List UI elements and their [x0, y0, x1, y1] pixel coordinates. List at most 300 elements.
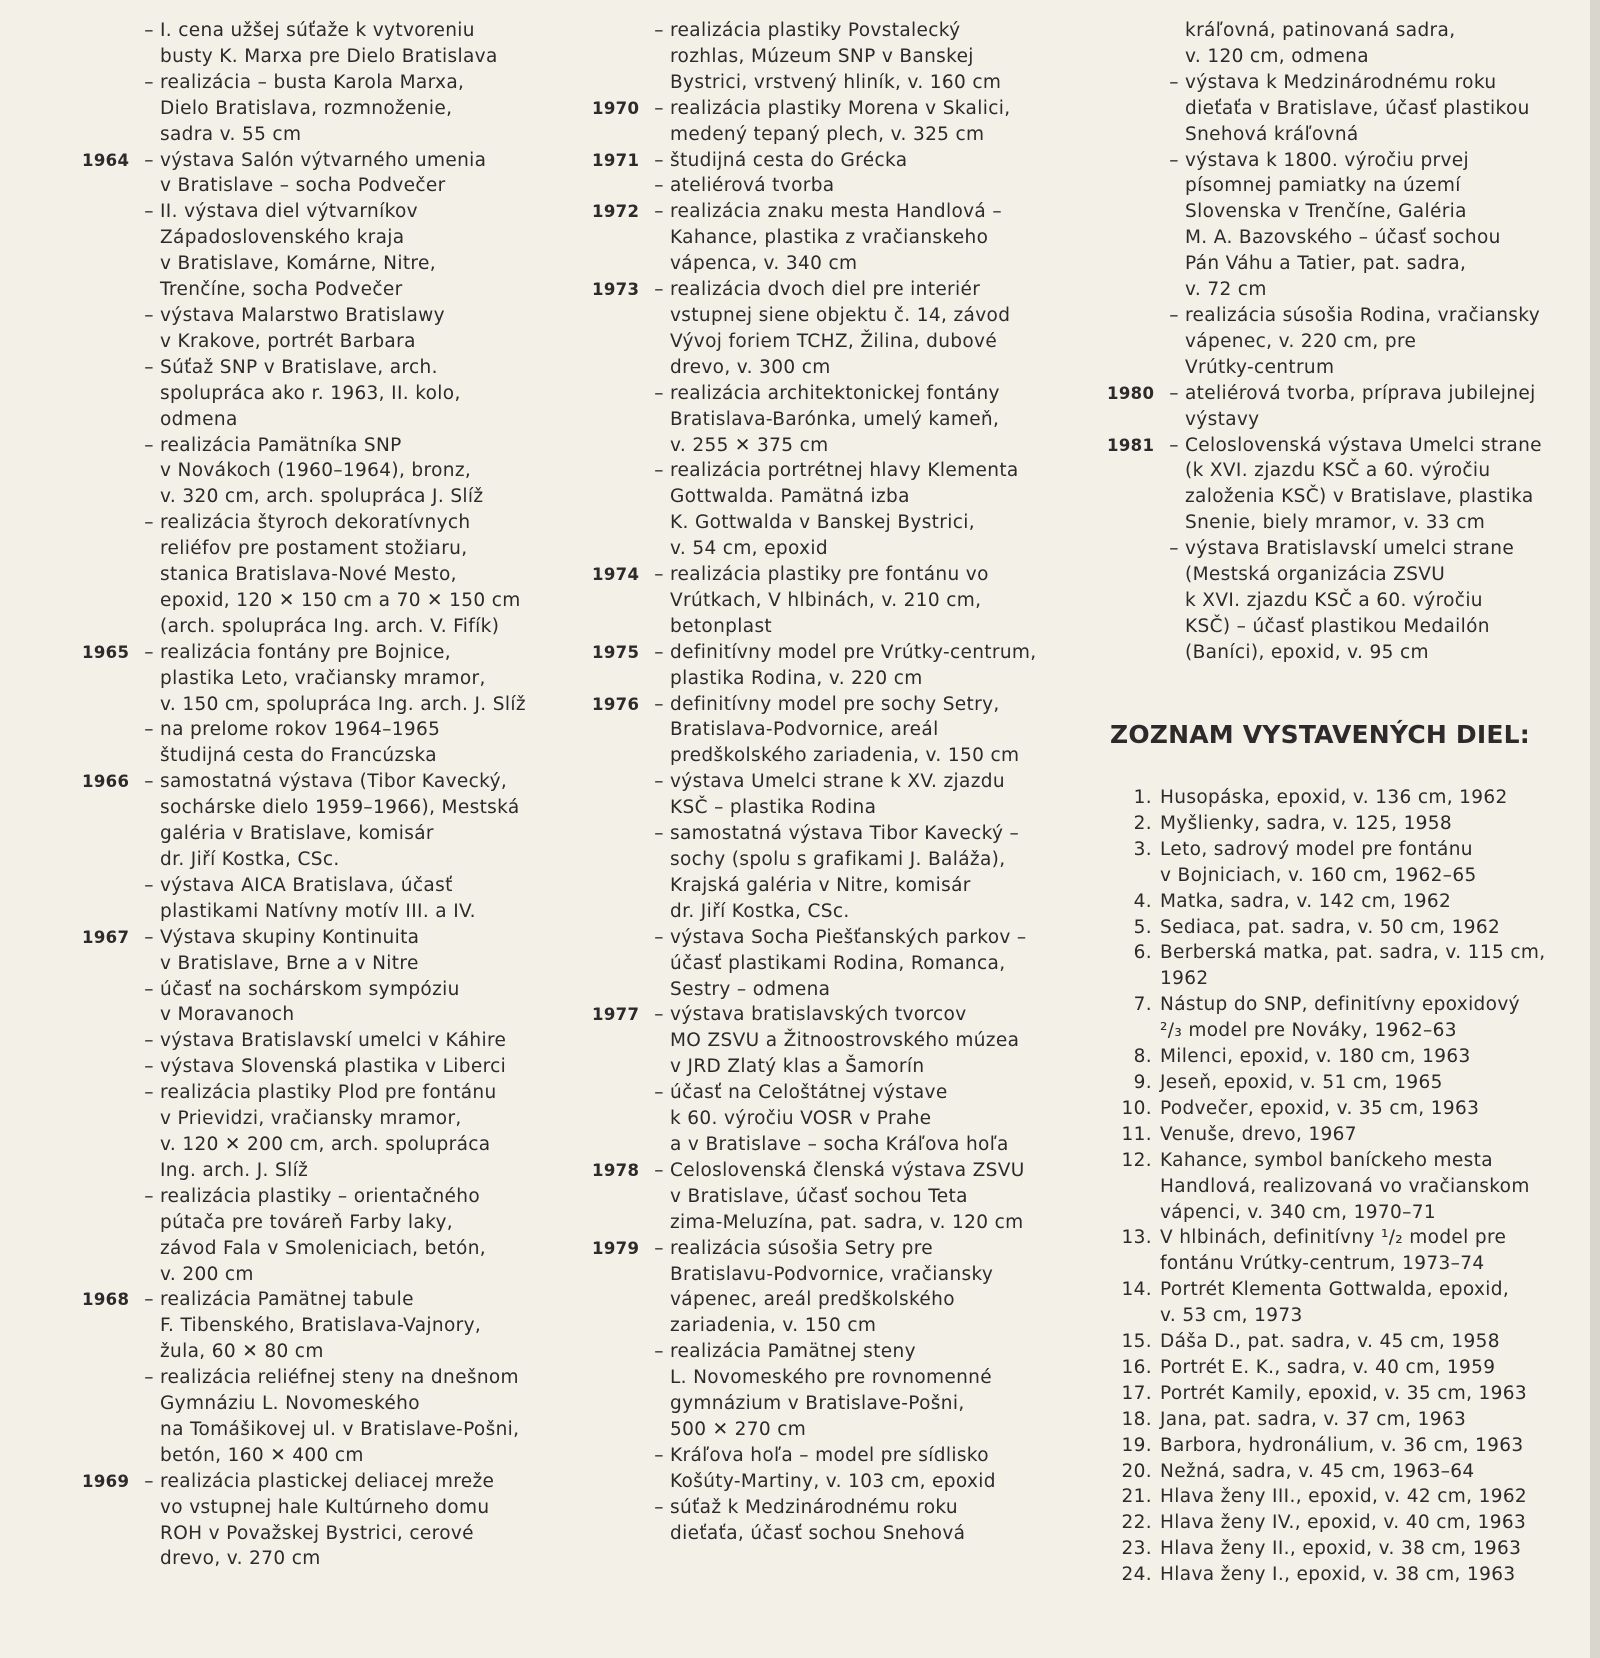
entry-text-line: (k XVI. zjazdu KSČ a 60. výročiu [1185, 460, 1491, 482]
entry-text [670, 458, 1067, 562]
entry-text-line: dr. Jiří Kostka, CSc. [670, 900, 850, 922]
entry-text [160, 433, 552, 511]
entry-text-line: v Krakove, portrét Barbara [160, 330, 416, 352]
chronology-entry [592, 148, 1067, 174]
entry-text-line: výstava Slovenská plastika v Liberci [160, 1056, 507, 1078]
entry-year [82, 303, 138, 355]
work-number: 2. [1133, 812, 1152, 834]
work-description-line: Milenci, epoxid, v. 180 cm, 1963 [1160, 1046, 1471, 1068]
entry-dash: – [654, 460, 664, 482]
entry-dash: – [144, 1367, 154, 1389]
chronology-entry [82, 199, 552, 303]
entry-text-line: realizácia Pamätnej tabule [160, 1289, 414, 1311]
entry-text-line: v Prievidzi, vračiansky mramor, [160, 1108, 462, 1130]
work-description-line: Barbora, hydronálium, v. 36 cm, 1963 [1160, 1434, 1524, 1456]
entry-dash: – [654, 175, 664, 197]
entry-dash: – [144, 771, 154, 793]
entry-dash: – [1169, 149, 1179, 171]
entry-text-line: závod Fala v Smoleniciach, betón, [160, 1237, 487, 1259]
entry-text [670, 1002, 1067, 1080]
entry-text-line: samostatná výstava Tibor Kavecký – [670, 823, 1020, 845]
entry-year [1107, 303, 1163, 381]
entry-text [160, 1365, 552, 1469]
entry-text-line: výstava k 1800. výročiu prvej [1185, 149, 1470, 171]
work-number: 15. [1121, 1331, 1152, 1353]
entry-text [670, 1158, 1067, 1236]
work-number: 10. [1121, 1097, 1152, 1119]
work-description [1160, 1484, 1565, 1510]
chronology-entry [82, 148, 552, 200]
chronology-entry [1107, 148, 1565, 303]
entry-text-line: realizácia štyroch dekoratívnych [160, 512, 471, 534]
chronology-entry [1107, 18, 1565, 70]
work-description-line: ²/₃ model pre Nováky, 1962–63 [1160, 1020, 1457, 1042]
chronology-entry [82, 433, 552, 511]
entry-text-line: realizácia znaku mesta Handlová – [670, 201, 1002, 223]
entry-text-line: pútača pre továreň Farby laky, [160, 1211, 454, 1233]
work-description [1160, 1459, 1565, 1485]
entry-text [670, 925, 1067, 1003]
entry-text-line: v Novákoch (1960–1964), bronz, [160, 460, 472, 482]
entry-text-line: v. 320 cm, arch. spolupráca J. Slíž [160, 486, 484, 508]
work-description [1160, 811, 1565, 837]
entry-text-line: Kráľova hoľa – model pre sídlisko [670, 1444, 989, 1466]
entry-dash: – [654, 1082, 664, 1104]
entry-text-line: vápenec, areál predškolského [670, 1289, 955, 1311]
chronology-entry [592, 1002, 1067, 1080]
work-description [1160, 1562, 1565, 1588]
chronology-entry [82, 873, 552, 925]
entry-dash: – [144, 1056, 154, 1078]
work-description [1160, 1096, 1565, 1122]
entry-dash: – [1169, 304, 1179, 326]
entry-year [82, 1080, 138, 1184]
works-list-item [1107, 837, 1565, 889]
work-number: 12. [1121, 1149, 1152, 1171]
entry-year [1107, 536, 1163, 666]
entry-text [670, 1236, 1067, 1340]
chronology-entry [1107, 70, 1565, 148]
chronology-entry [82, 510, 552, 640]
entry-text-line: účasť na sochárskom sympóziu [160, 978, 460, 1000]
work-description-line: Hlava ženy II., epoxid, v. 38 cm, 1963 [1160, 1538, 1522, 1560]
chronology-entry [592, 769, 1067, 821]
works-list-item [1107, 1484, 1565, 1510]
entry-year [592, 173, 648, 199]
entry-text-line: na Tomášikovej ul. v Bratislave-Pošni, [160, 1418, 520, 1440]
chronology-entry [592, 18, 1067, 96]
chronology-entry [1107, 536, 1565, 666]
chronology-entry [82, 355, 552, 433]
entry-text [160, 1287, 552, 1365]
entry-text [670, 18, 1067, 96]
work-number: 7. [1133, 994, 1152, 1016]
entry-text-line: K. Gottwalda v Banskej Bystrici, [670, 512, 975, 534]
entry-text-line: výstava Bratislavskí umelci v Káhire [160, 1030, 507, 1052]
entry-dash: – [654, 201, 664, 223]
entry-text [160, 148, 552, 200]
work-number: 22. [1121, 1512, 1152, 1534]
entry-dash: – [144, 1289, 154, 1311]
entry-dash: – [144, 1030, 154, 1052]
chronology-entry [1107, 381, 1565, 433]
work-description-line: V hlbinách, definitívny ¹/₂ model pre [1160, 1227, 1507, 1249]
works-list-item [1107, 1122, 1565, 1148]
entry-dash: – [654, 1237, 664, 1259]
entry-dash: – [654, 823, 664, 845]
entry-year [82, 1365, 138, 1469]
entry-text-line: spolupráca ako r. 1963, II. kolo, [160, 382, 461, 404]
entry-text-line: Bratislava-Barónka, umelý kameň, [670, 408, 1000, 430]
entry-dash: – [654, 279, 664, 301]
work-description [1160, 915, 1565, 941]
chronology-column-2 [592, 18, 1067, 1546]
entry-year: 1971 [592, 150, 640, 170]
entry-text-line: plastikami Natívny motív III. a IV. [160, 900, 476, 922]
entry-dash: – [654, 926, 664, 948]
chronology-entry [1107, 303, 1565, 381]
entry-text-line: dr. Jiří Kostka, CSc. [160, 849, 340, 870]
entry-text-line: I. cena užšej súťaže k vytvoreniu [160, 20, 475, 41]
chronology-entry [592, 1158, 1067, 1236]
entry-dash: – [144, 719, 154, 741]
work-number: 5. [1133, 916, 1152, 938]
entry-dash: – [1169, 71, 1179, 93]
entry-text [1185, 536, 1565, 666]
works-list-item [1107, 1096, 1565, 1122]
work-description [1160, 1122, 1565, 1148]
entry-text-line: ROH v Považskej Bystrici, cerové [160, 1522, 474, 1544]
work-description [1160, 992, 1565, 1044]
work-description [1160, 1044, 1565, 1070]
entry-dash: – [1169, 538, 1179, 560]
entry-text-line: Celoslovenská členská výstava ZSVU [670, 1159, 1025, 1181]
entry-dash: – [144, 20, 154, 41]
entry-year: 1965 [82, 642, 130, 662]
chronology-entry [592, 277, 1067, 381]
work-number: 24. [1121, 1564, 1152, 1586]
work-description-line: Dáša D., pat. sadra, v. 45 cm, 1958 [1160, 1331, 1500, 1353]
work-description [1160, 837, 1565, 889]
entry-text-line: drevo, v. 300 cm [670, 356, 831, 378]
work-number: 8. [1133, 1046, 1152, 1068]
entry-year: 1981 [1107, 435, 1155, 455]
chronology-entry [82, 18, 552, 70]
entry-year: 1979 [592, 1238, 640, 1258]
works-list-item [1107, 1277, 1565, 1329]
chronology-entry [82, 1469, 552, 1573]
entry-text [670, 199, 1067, 277]
entry-text-line: Gymnáziu L. Novomeského [160, 1393, 420, 1415]
entry-dash: – [144, 201, 154, 223]
work-description [1160, 889, 1565, 915]
entry-text-line: Pán Váhu a Tatier, pat. sadra, [1185, 253, 1467, 275]
chronology-entry [592, 173, 1067, 199]
chronology-entry [592, 1339, 1067, 1443]
works-list-item [1107, 1381, 1565, 1407]
entry-dash: – [144, 71, 154, 93]
entry-text [160, 355, 552, 433]
entry-text [1185, 381, 1565, 433]
work-description [1160, 940, 1565, 992]
chronology-entry [82, 303, 552, 355]
entry-year [592, 458, 648, 562]
entry-text-line: sadra v. 55 cm [160, 123, 302, 145]
entry-year [592, 381, 648, 459]
chronology-entry [592, 692, 1067, 770]
entry-year [592, 1339, 648, 1443]
entry-text-line: samostatná výstava (Tibor Kavecký, [160, 771, 508, 793]
entry-text-line: v. 200 cm [160, 1263, 254, 1285]
entry-text-line: plastika Leto, vračiansky mramor, [160, 667, 486, 689]
entry-text-line: Kahance, plastika z vračianskeho [670, 227, 989, 249]
entry-text-line: 500 ✕ 270 cm [670, 1418, 807, 1440]
work-description-line: Berberská matka, pat. sadra, v. 115 cm, [1160, 942, 1546, 964]
chronology-entry [592, 640, 1067, 692]
chronology-entry [82, 1080, 552, 1184]
entry-text-line: M. A. Bazovského – účasť sochou [1185, 227, 1501, 249]
entry-text-line: v. 120 cm, odmena [1185, 45, 1369, 67]
entry-text-line: predškolského zariadenia, v. 150 cm [670, 745, 1020, 767]
entry-text [670, 562, 1067, 640]
entry-text-line: Snenie, biely mramor, v. 33 cm [1185, 512, 1486, 534]
entry-text-line: Slovenska v Trenčíne, Galéria [1185, 201, 1467, 223]
entry-text-line: zariadenia, v. 150 cm [670, 1315, 877, 1337]
entry-text [670, 769, 1067, 821]
entry-dash: – [144, 304, 154, 326]
entry-text-line: galéria v Bratislave, komisár [160, 823, 434, 845]
entry-text [160, 1054, 552, 1080]
entry-text-line: na prelome rokov 1964–1965 [160, 719, 441, 741]
entry-text-line: v Bratislave, Komárne, Nitre, [160, 253, 436, 275]
entry-text [160, 769, 552, 873]
work-description [1160, 1536, 1565, 1562]
entry-text-line: betón, 160 ✕ 400 cm [160, 1444, 364, 1466]
entry-text-line: KSČ) – účasť plastikou Medailón [1185, 615, 1490, 637]
entry-text-line: Bystrici, vrstvený hliník, v. 160 cm [670, 71, 1002, 93]
work-number: 3. [1133, 838, 1152, 860]
entry-dash: – [1169, 382, 1179, 404]
entry-text-line: rozhlas, Múzeum SNP v Banskej [670, 45, 974, 67]
entry-dash: – [144, 641, 154, 663]
work-description-line: Hlava ženy III., epoxid, v. 42 cm, 1962 [1160, 1486, 1528, 1508]
entry-text-line: ateliérová tvorba, príprava jubilejnej [1185, 382, 1536, 404]
entry-text [160, 18, 552, 70]
entry-text-line: v. 54 cm, epoxid [670, 538, 828, 560]
entry-year [592, 1495, 648, 1547]
entry-text-line: študijná cesta do Grécka [670, 149, 908, 171]
entry-dash: – [1169, 434, 1179, 456]
entry-text-line: realizácia dvoch diel pre interiér [670, 279, 981, 301]
entry-text-line: vápenca, v. 340 cm [670, 253, 858, 275]
entry-year: 1968 [82, 1290, 130, 1310]
entry-dash: – [654, 1159, 664, 1181]
entry-text-line: Výstava skupiny Kontinuita [160, 926, 420, 948]
entry-text-line: Vývoj foriem TCHZ, Žilina, dubové [670, 330, 998, 352]
entry-text [670, 173, 1067, 199]
works-list-item [1107, 1070, 1565, 1096]
work-description-line: Nástup do SNP, definitívny epoxidový [1160, 994, 1520, 1016]
entry-dash: – [144, 356, 154, 378]
entry-text [670, 381, 1067, 459]
entry-text-line: reliéfov pre postament stožiaru, [160, 538, 468, 560]
entry-text-line: Súťaž SNP v Bratislave, arch. [160, 356, 438, 378]
entry-year [592, 18, 648, 96]
entry-year [82, 355, 138, 433]
entry-year: 1967 [82, 927, 130, 947]
entry-text [670, 640, 1067, 692]
entry-text [670, 692, 1067, 770]
entry-year [82, 18, 138, 70]
entry-text-line: Celoslovenská výstava Umelci strane [1185, 434, 1542, 456]
entry-dash: – [654, 1341, 664, 1363]
entry-text-line: v. 150 cm, spolupráca Ing. arch. J. Slíž [160, 693, 526, 715]
entry-text-line: KSČ – plastika Rodina [670, 797, 877, 819]
entry-dash: – [144, 434, 154, 456]
chronology-entry [592, 458, 1067, 562]
work-description-line: v. 53 cm, 1973 [1160, 1305, 1303, 1327]
entry-text-line: stanica Bratislava-Nové Mesto, [160, 564, 457, 586]
work-number: 6. [1133, 942, 1152, 964]
work-description [1160, 1329, 1565, 1355]
work-number: 17. [1121, 1382, 1152, 1404]
entry-text [1185, 18, 1565, 70]
entry-text-line: realizácia plastickej deliacej mreže [160, 1470, 495, 1492]
works-list-item [1107, 940, 1565, 992]
entry-text-line: (Baníci), epoxid, v. 95 cm [1185, 641, 1429, 663]
entry-text-line: výstava Malarstwo Bratislawy [160, 304, 445, 326]
work-description-line: Myšlienky, sadra, v. 125, 1958 [1160, 812, 1453, 834]
work-number: 16. [1121, 1356, 1152, 1378]
entry-year: 1966 [82, 772, 130, 792]
entry-year: 1964 [82, 150, 130, 170]
entry-text [670, 1080, 1067, 1158]
entry-text-line: (Mestská organizácia ZSVU [1185, 564, 1446, 586]
entry-text [670, 1339, 1067, 1443]
works-list-item [1107, 785, 1565, 811]
work-number: 11. [1121, 1123, 1152, 1145]
entry-text [670, 1495, 1067, 1547]
work-description-line: Handlová, realizovaná vo vračianskom [1160, 1175, 1530, 1197]
entry-text-line: ateliérová tvorba [670, 175, 835, 197]
work-description-line: vápenci, v. 340 cm, 1970–71 [1160, 1201, 1436, 1223]
entry-year: 1969 [82, 1471, 130, 1491]
work-description [1160, 1381, 1565, 1407]
chronology-entry [82, 769, 552, 873]
work-description [1160, 785, 1565, 811]
entry-year [1107, 148, 1163, 303]
entry-dash: – [144, 926, 154, 948]
work-number: 19. [1121, 1434, 1152, 1456]
entry-year: 1980 [1107, 383, 1155, 403]
entry-text-line: účasť na Celoštátnej výstave [670, 1082, 948, 1104]
entry-text-line: kráľovná, patinovaná sadra, [1185, 20, 1456, 41]
entry-text [670, 277, 1067, 381]
entry-text-line: zima-Meluzína, pat. sadra, v. 120 cm [670, 1211, 1024, 1233]
chronology-column-1 [82, 18, 552, 1572]
work-number: 1. [1133, 787, 1152, 808]
entry-year [82, 70, 138, 148]
entry-text-line: študijná cesta do Francúzska [160, 745, 437, 767]
entry-text-line: založenia KSČ) v Bratislave, plastika [1185, 486, 1534, 508]
chronology-entry [82, 925, 552, 977]
entry-text-line: Trenčíne, socha Podvečer [160, 279, 403, 301]
entry-text-line: busty K. Marxa pre Dielo Bratislava [160, 45, 498, 67]
entry-text-line: realizácia portrétnej hlavy Klementa [670, 460, 1019, 482]
work-number: 13. [1121, 1227, 1152, 1249]
entry-text-line: Dielo Bratislava, rozmnoženie, [160, 97, 453, 119]
entry-text-line: realizácia fontány pre Bojnice, [160, 641, 451, 663]
work-description-line: Sediaca, pat. sadra, v. 50 cm, 1962 [1160, 916, 1501, 938]
entry-text-line: výstava Umelci strane k XV. zjazdu [670, 771, 1005, 793]
entry-text-line: realizácia architektonickej fontány [670, 382, 1000, 404]
entry-text-line: definitívny model pre sochy Setry, [670, 693, 1000, 715]
entry-text-line: L. Novomeského pre rovnomenné [670, 1367, 992, 1389]
entry-text-line: k 60. výročiu VOSR v Prahe [670, 1108, 932, 1130]
entry-text-line: dieťaťa v Bratislave, účasť plastikou [1185, 97, 1530, 119]
work-description-line: fontánu Vrútky-centrum, 1973–74 [1160, 1253, 1485, 1275]
entry-dash: – [654, 1444, 664, 1466]
entry-text-line: realizácia – busta Karola Marxa, [160, 71, 465, 93]
work-description-line: Hlava ženy IV., epoxid, v. 40 cm, 1963 [1160, 1512, 1527, 1534]
entry-text-line: v JRD Zlatý klas a Šamorín [670, 1056, 925, 1078]
entry-text-line: v. 120 ✕ 200 cm, arch. spolupráca [160, 1133, 491, 1155]
works-list-item [1107, 1510, 1565, 1536]
work-description [1160, 1407, 1565, 1433]
work-description [1160, 1225, 1565, 1277]
entry-year [82, 510, 138, 640]
entry-dash: – [654, 564, 664, 586]
entry-text-line: realizácia plastiky pre fontánu vo [670, 564, 989, 586]
entry-text [160, 199, 552, 303]
entry-year [592, 1443, 648, 1495]
work-description-line: Portrét E. K., sadra, v. 40 cm, 1959 [1160, 1356, 1496, 1378]
entry-text [160, 873, 552, 925]
chronology-entry [592, 821, 1067, 925]
entry-text-line: drevo, v. 270 cm [160, 1548, 321, 1570]
entry-text [670, 821, 1067, 925]
work-description-line: Portrét Klementa Gottwalda, epoxid, [1160, 1279, 1510, 1301]
entry-dash: – [144, 874, 154, 896]
works-list-item [1107, 1536, 1565, 1562]
work-number: 14. [1121, 1279, 1152, 1301]
work-description-line: Hlava ženy I., epoxid, v. 38 cm, 1963 [1160, 1564, 1516, 1586]
entry-text-line: výstava Salón výtvarného umenia [160, 149, 487, 171]
entry-dash: – [654, 1004, 664, 1026]
works-list-item [1107, 1459, 1565, 1485]
entry-text [1185, 433, 1565, 537]
chronology-entry [592, 1495, 1067, 1547]
entry-year: 1973 [592, 280, 640, 300]
entry-text-line: betonplast [670, 615, 773, 637]
entry-text [160, 70, 552, 148]
works-list-item [1107, 1562, 1565, 1588]
entry-dash: – [654, 1496, 664, 1518]
chronology-entry [592, 381, 1067, 459]
entry-year [592, 821, 648, 925]
entry-text-line: písomnej pamiatky na území [1185, 175, 1461, 197]
entry-year: 1977 [592, 1005, 640, 1025]
works-list-heading: ZOZNAM VYSTAVENÝCH DIEL: [1110, 720, 1530, 749]
entry-text-line: výstavy [1185, 408, 1260, 430]
chronology-entry [82, 1365, 552, 1469]
entry-text-line: F. Tibenského, Bratislava-Vajnory, [160, 1315, 482, 1337]
entry-text-line: realizácia plastiky Morena v Skalici, [670, 97, 1011, 119]
entry-dash: – [144, 1185, 154, 1207]
entry-year [82, 977, 138, 1029]
chronology-entry [82, 640, 552, 718]
work-description [1160, 1510, 1565, 1536]
